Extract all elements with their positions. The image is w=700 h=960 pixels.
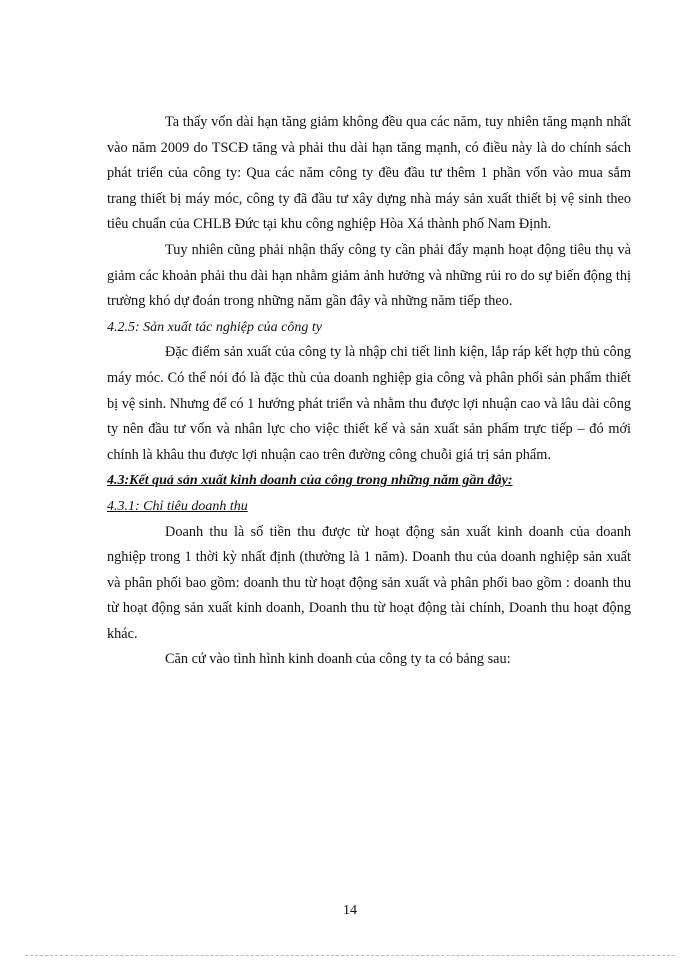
paragraph-receivables: Tuy nhiên cũng phải nhận thấy công ty cần phải đẩy mạnh hoạt động tiêu thụ và giảm các khoản phải thu dài hạn nhằm giảm ảnh hưởng và những rủi ro do sự biến động thị trường khó dự đoán trong những năm gần đây và những năm tiếp theo. [107, 241, 631, 310]
paragraph-production-characteristics: Đặc điểm sản xuất của công ty là nhập chi tiết linh kiện, lắp ráp kết hợp thủ công máy móc. Có thể nói đó là đặc thù của doanh nghiệp gia công và phân phối sản phẩm thiết bị vệ sinh. Nhưng để có 1 hướng phát triển và nhằm thu được lợi nhuận cao và lâu dài công ty nên đầu tư vốn và nhân lực cho việc thiết kế và sản xuất sản phẩm trực tiếp – đó mới chính là khâu thu được lợi nhuận cao trên đường công chuỗi giá trị sản phẩm. [107, 344, 631, 463]
paragraph-table-intro: Căn cứ vào tình hình kinh doanh của công ty ta có bảng sau: [165, 651, 511, 668]
paragraph-long-term-capital: Ta thấy vốn dài hạn tăng giảm không đều qua các năm, tuy nhiên tăng mạnh nhất vào năm 2009 do TSCĐ tăng và phải thu dài hạn tăng mạnh, có điều này là do chính sách phát triển của công ty: Qua các năm công ty đều đầu tư thêm 1 phần vốn vào mua sắm trang thiết bị máy móc, công ty đã đầu tư xây dựng nhà máy sản xuất thiết bị vệ sinh theo tiêu chuẩn của CHLB Đức tại khu công nghiệp Hòa Xá thành phố Nam Định. [107, 114, 631, 233]
page-bottom-divider [25, 955, 675, 956]
heading-4-2-5: 4.2.5: Sản xuất tác nghiệp của công ty [107, 319, 323, 335]
heading-4-3-1: 4.3.1: Chỉ tiêu doanh thu [107, 498, 248, 514]
page-number: 14 [343, 903, 357, 918]
heading-4-3: 4.3:Kết quả sản xuất kinh doanh của công trong những năm gần đây: [107, 473, 513, 489]
paragraph-revenue-definition: Doanh thu là số tiền thu được từ hoạt động sản xuất kinh doanh của doanh nghiệp trong 1 thời kỳ nhất định (thường là 1 năm). Doanh thu của doanh nghiệp sản xuất và phân phối bao gồm: doanh thu từ hoạt động sản xuất và phân phối bao gồm : doanh thu từ hoạt động sản xuất kinh doanh, Doanh thu từ hoạt động tài chính, Doanh thu hoạt động khác. [107, 523, 631, 642]
page-content [107, 110, 631, 673]
